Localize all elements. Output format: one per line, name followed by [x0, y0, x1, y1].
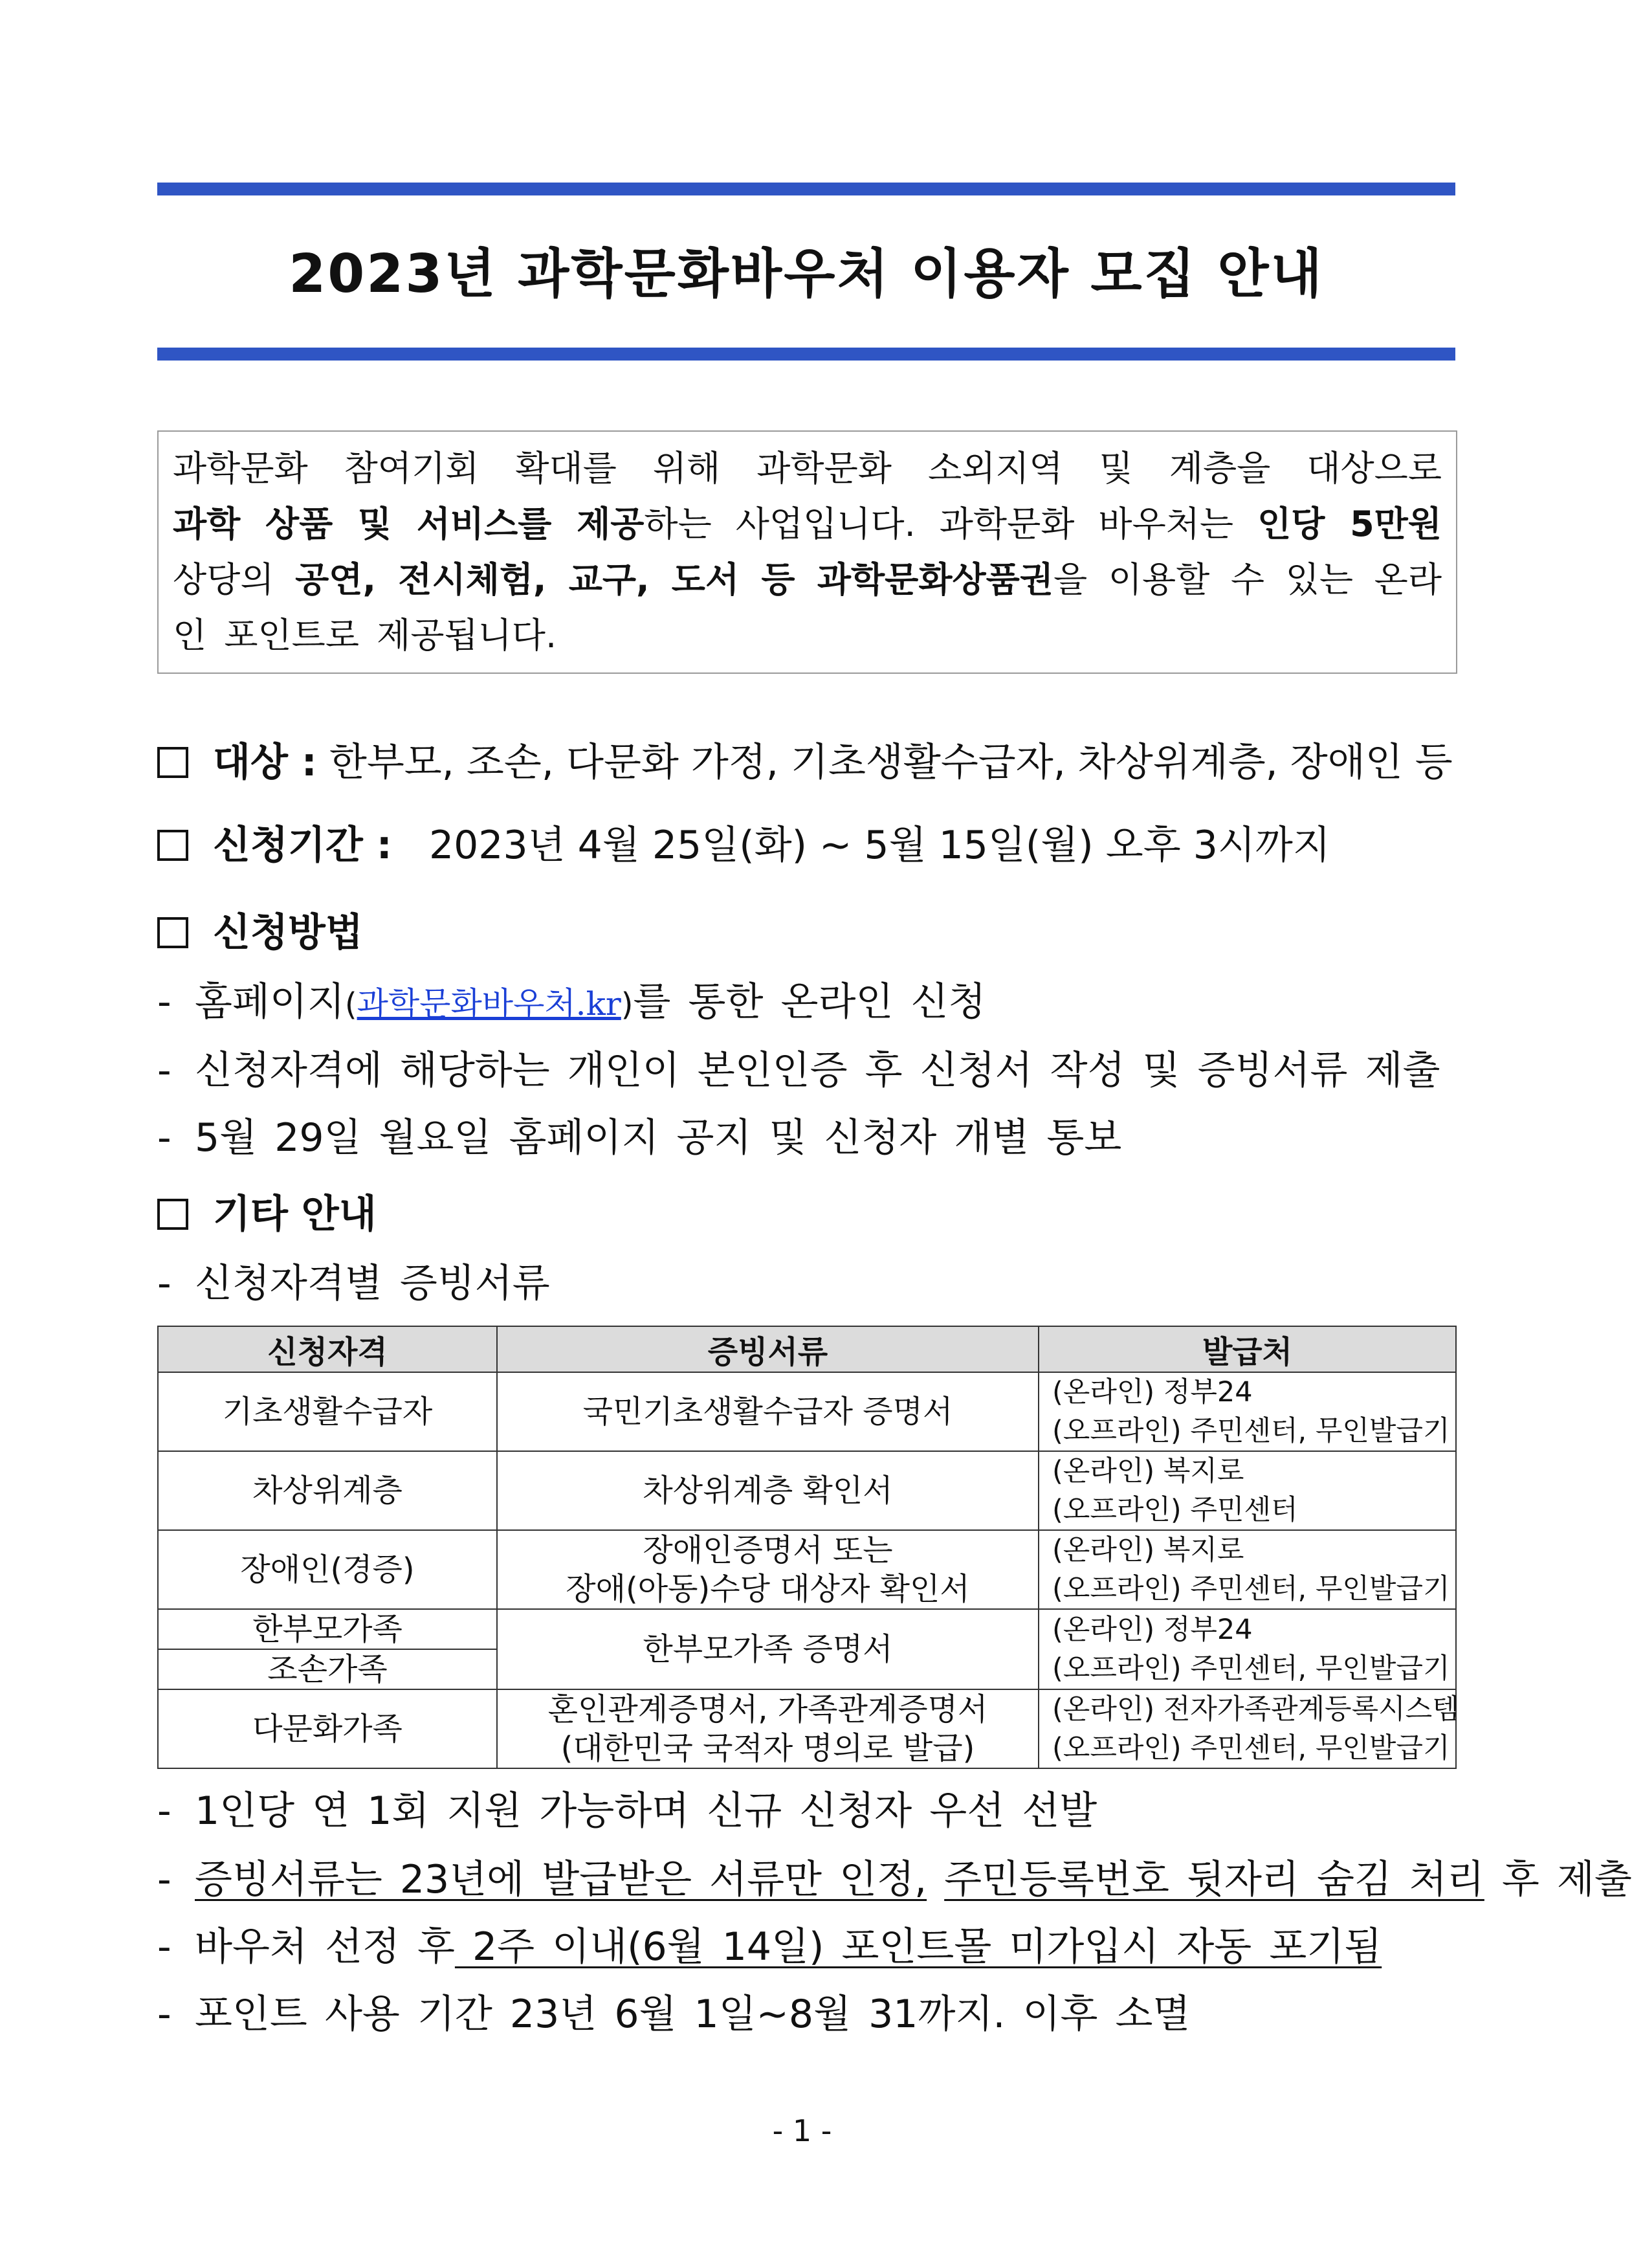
period-section — [157, 814, 1330, 870]
list-item: - 5월 29일 월요일 홈페이지 공지 및 신청자 개별 통보 — [157, 1115, 1122, 1161]
target-label: 대상 : — [213, 740, 317, 785]
list-item: - 1인당 연 1회 지원 가능하며 신규 신청자 우선 선발 — [157, 1788, 1097, 1834]
title-top-rule — [157, 183, 1455, 195]
table-row: 기초생활수급자 국민기초생활수급자 증명서 (온라인) 정부24 (오프라인) 주민센터, 무인발급기 — [158, 1372, 1456, 1451]
checkbox-icon — [157, 1199, 188, 1230]
checkbox-icon — [157, 830, 188, 861]
period-label: 신청기간 : — [213, 823, 392, 868]
other-heading: 기타 안내 — [213, 1192, 377, 1237]
checkbox-icon — [157, 917, 188, 948]
table-row: 조손가족 — [158, 1649, 1456, 1689]
table-row: 한부모가족 한부모가족 증명서 (온라인) 정부24 (오프라인) 주민센터, 무인발급기 — [158, 1609, 1456, 1649]
checkbox-icon — [157, 747, 188, 778]
page-number: - 1 - — [772, 2113, 832, 2148]
other-section — [157, 1183, 377, 1239]
table-header-row — [158, 1326, 1456, 1372]
intro-highlight-products: 공연, 전시체험, 교구, 도서 등 과학문화상품권 — [295, 559, 1053, 600]
title-bottom-rule — [157, 348, 1455, 361]
intro-highlight-amount: 인당 5만원 — [1257, 504, 1442, 544]
column-header: 발급처 — [1039, 1326, 1456, 1372]
method-heading: 신청방법 — [213, 910, 363, 955]
target-value: 한부모, 조손, 다문화 가정, 기초생활수급자, 차상위계층, 장애인 등 — [329, 740, 1453, 785]
list-item: - 신청자격별 증빙서류 — [157, 1261, 550, 1306]
column-header: 신청자격 — [158, 1326, 497, 1372]
period-value: 2023년 4월 25일(화) ~ 5월 15일(월) 오후 3시까지 — [428, 823, 1330, 868]
homepage-link[interactable]: 과학문화바우처.kr — [357, 985, 621, 1023]
list-item: - 홈페이지(과학문화바우처.kr)를 통한 온라인 신청 — [157, 979, 986, 1025]
list-item: - 증빙서류는 23년에 발급받은 서류만 인정, 주민등록번호 뒷자리 숨김 처리 후 제출 — [157, 1857, 1632, 1902]
intro-highlight-service: 과학 상품 및 서비스를 제공 — [173, 504, 645, 544]
intro-text: 하는 사업입니다. 과학문화 바우처는 — [644, 504, 1258, 544]
method-section — [157, 902, 363, 957]
table-row: 다문화가족 혼인관계증명서, 가족관계증명서 (대한민국 국적자 명의로 발급) (온라인) 전자가족관계등록시스템 (오프라인) 주민센터, 무인발급기 — [158, 1689, 1456, 1768]
documents-table — [157, 1326, 1457, 1769]
table-row: 차상위계층 차상위계층 확인서 (온라인) 복지로 (오프라인) 주민센터 — [158, 1451, 1456, 1530]
intro-text: 을 이용할 수 있는 온라 — [1053, 559, 1442, 600]
list-item: - 바우처 선정 후 2주 이내(6월 14일) 포인트몰 미가입시 자동 포기됨 — [157, 1924, 1382, 1970]
intro-line-4: 인 포인트로 제공됩니다. — [173, 615, 557, 656]
intro-text: 상당의 — [173, 559, 296, 600]
intro-line-1: 과학문화 참여기회 확대를 위해 과학문화 소외지역 및 계층을 대상으로 — [173, 448, 1442, 489]
target-section — [157, 731, 1453, 787]
table-row: 장애인(경증) 장애인증명서 또는 장애(아동)수당 대상자 확인서 (온라인) 복지로 (오프라인) 주민센터, 무인발급기 — [158, 1530, 1456, 1609]
list-item: - 포인트 사용 기간 23년 6월 1일~8월 31까지. 이후 소멸 — [157, 1992, 1191, 2037]
intro-box — [157, 430, 1457, 674]
column-header: 증빙서류 — [497, 1326, 1039, 1372]
list-item: - 신청자격에 해당하는 개인이 본인인증 후 신청서 작성 및 증빙서류 제출 — [157, 1048, 1440, 1093]
document-title: 2023년 과학문화바우처 이용자 모집 안내 — [289, 243, 1324, 305]
